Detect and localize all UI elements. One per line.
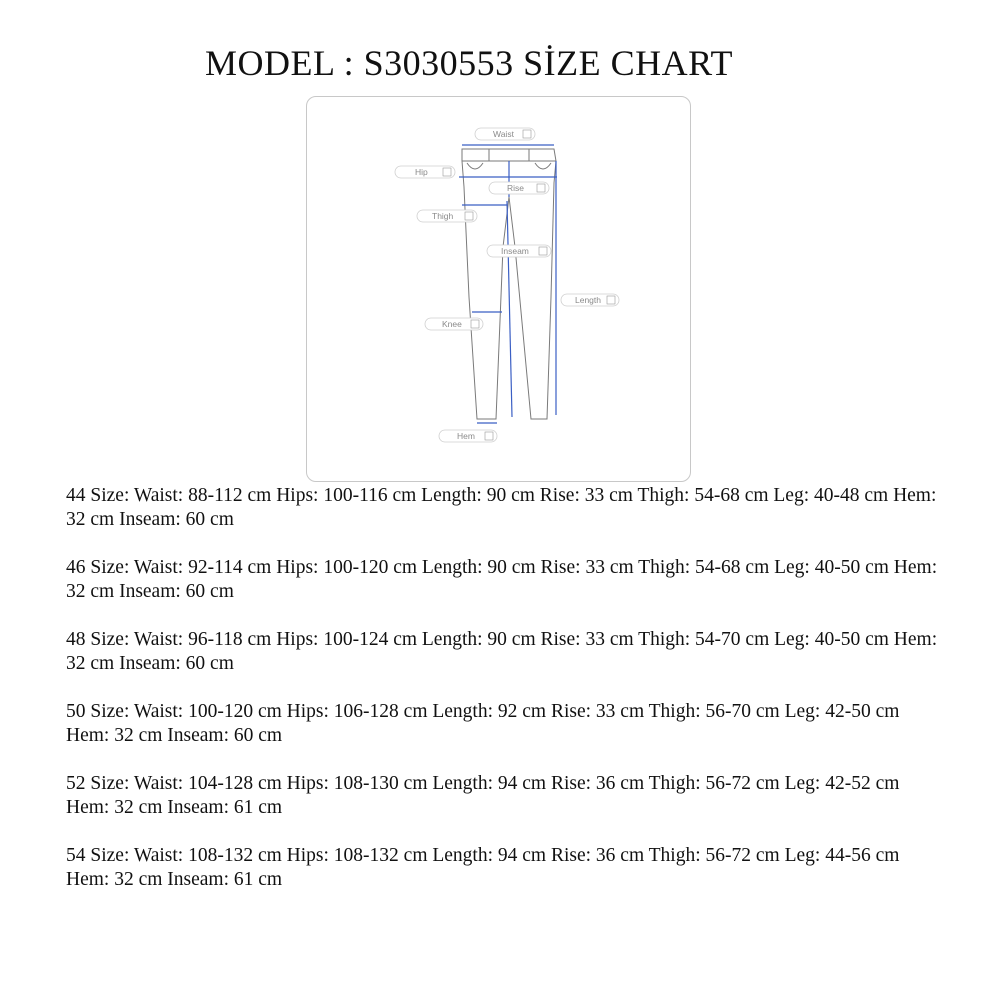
label-thigh: [417, 210, 477, 222]
label-knee: [425, 318, 483, 330]
label-hip-text: Hip: [415, 167, 428, 177]
label-rise-text: Rise: [507, 183, 525, 193]
label-hem: [439, 430, 497, 442]
page-title: MODEL : S3030553 SİZE CHART: [204, 43, 733, 83]
label-inseam: [487, 245, 551, 257]
label-hip: [395, 166, 455, 178]
pants-illustration: [307, 97, 692, 483]
label-length: [561, 294, 619, 306]
size-row-46: 46 Size: Waist: 92-114 cm Hips: 100-120 cm Length: 90 cm Rise: 33 cm Thigh: 54-68 cm Leg: 40-50 cm Hem: 32 cm Inseam: 60 cm: [66, 557, 938, 602]
pants-diagram: [306, 96, 691, 482]
inseam-line: [507, 201, 512, 417]
label-thigh-text: Thigh: [432, 211, 454, 221]
label-waist-text: Waist: [493, 129, 514, 139]
size-list: [66, 484, 946, 916]
size-row-48: 48 Size: Waist: 96-118 cm Hips: 100-124 cm Length: 90 cm Rise: 33 cm Thigh: 54-70 cm Leg: 40-50 cm Hem: 32 cm Inseam: 60 cm: [66, 629, 938, 674]
label-rise: [489, 182, 549, 194]
size-row-44: 44 Size: Waist: 88-112 cm Hips: 100-116 cm Length: 90 cm Rise: 33 cm Thigh: 54-68 cm Leg: 40-48 cm Hem: 32 cm Inseam: 60 cm: [66, 485, 937, 530]
label-waist: [475, 128, 535, 140]
label-hem-text: Hem: [457, 431, 475, 441]
label-length-text: Length: [575, 295, 601, 305]
size-row-52: 52 Size: Waist: 104-128 cm Hips: 108-130 cm Length: 94 cm Rise: 36 cm Thigh: 56-72 cm Leg: 42-52 cm Hem: 32 cm Inseam: 61 cm: [66, 773, 900, 818]
label-knee-text: Knee: [442, 319, 462, 329]
size-row-54: 54 Size: Waist: 108-132 cm Hips: 108-132 cm Length: 94 cm Rise: 36 cm Thigh: 56-72 cm Leg: 44-56 cm Hem: 32 cm Inseam: 61 cm: [66, 845, 900, 890]
label-inseam-text: Inseam: [501, 246, 529, 256]
size-row-50: 50 Size: Waist: 100-120 cm Hips: 106-128 cm Length: 92 cm Rise: 33 cm Thigh: 56-70 cm Leg: 42-50 cm Hem: 32 cm Inseam: 60 cm: [66, 701, 900, 746]
